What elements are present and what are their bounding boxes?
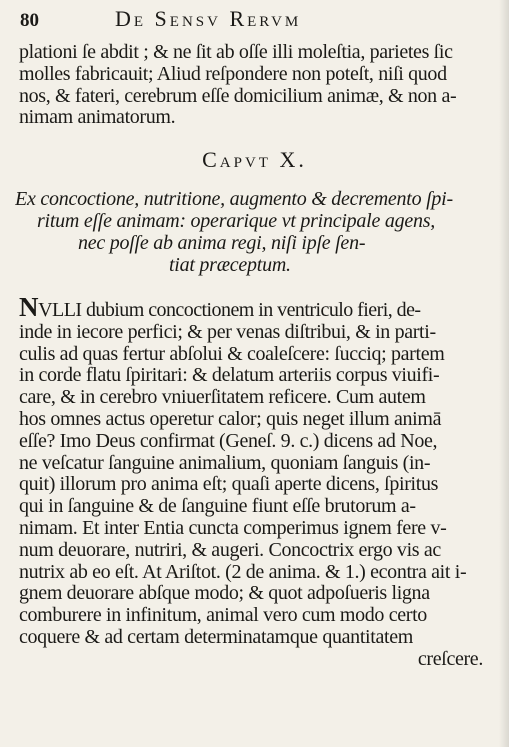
body-line: nutrix ab eo eſt. At Ariſtot. (2 de anima. & 1.) econtra ait i- — [19, 561, 467, 583]
body-line: in corde flatu ſpiritari: & delatum arteriis corpus viuifi- — [19, 365, 440, 387]
body-line: care, & in cerebro vniuerſitatem reficere. Cum autem — [19, 387, 426, 409]
text-line: molles fabricauit; Aliud reſpondere non poteſt, niſi quod — [19, 63, 447, 85]
body-line: gnem deuorare abſque modo; & quot adpoſueris ligna — [19, 583, 430, 605]
body-line: quit) illorum pro anima eſt; quaſi aperte dicens, ſpiritus — [19, 474, 439, 496]
body-line: ne veſcatur ſanguine animalium, quoniam ſanguis (in- — [19, 452, 431, 474]
summary-line: nec poſſe ab anima regi, niſi ipſe ſen- — [78, 232, 366, 254]
body-line: eſſe? Imo Deus confirmat (Geneſ. 9. c.) dicens ad Noe, — [19, 430, 438, 452]
last-body-line: creſcere. — [417, 648, 483, 670]
summary-line: tiat præceptum. — [169, 254, 291, 276]
chapter-body — [19, 297, 488, 671]
body-line: comburere in infinitum, animal vero cum modo certo — [19, 605, 427, 627]
drop-initial: N — [19, 297, 39, 322]
summary-line: ritum eſſe animam: operarique vt principale agens, — [37, 210, 435, 232]
body-line: num deuorare, nutriri, & augeri. Concoctrix ergo vis ac — [19, 539, 441, 561]
first-line-text: VLLI dubium concoctionem in ventriculo fieri, de- — [38, 299, 421, 321]
body-line: coquere & ad certam determinatamque quantitatem — [19, 626, 413, 648]
text-line: nimam animatorum. — [19, 107, 176, 129]
summary-line: Ex concoctione, nutritione, augmento & decremento ſpi- — [15, 188, 453, 210]
gutter-shadow — [499, 0, 509, 747]
body-line: qui in ſanguine & de ſanguine fiunt eſſe brutorum a- — [19, 496, 416, 518]
body-line: inde in iecore perfici; & per venas diſtribui, & in parti- — [19, 321, 436, 343]
body-line: nimam. Et inter Entia cuncta comperimus ignem fere v- — [19, 517, 447, 539]
text-line: plationi ſe abdit ; & ne ſit ab oſſe illi moleſtia, parietes ſic — [19, 42, 453, 63]
chapter-title: Capvt X. — [202, 147, 307, 172]
page-number: 80 — [20, 10, 39, 31]
text-line: nos, & fateri, cerebrum eſſe domicilium animæ, & non a- — [19, 85, 457, 107]
running-title: De Sensv Rervm — [115, 6, 302, 31]
running-head — [20, 4, 490, 36]
body-line: culis ad quas fertur abſolui & coaleſcere: ſucciq; partem — [19, 343, 445, 365]
chapter-summary — [15, 188, 490, 276]
body-line: hos omnes actus operetur calor; quis neget illum animā — [19, 408, 442, 430]
continued-paragraph — [19, 42, 484, 129]
first-body-line — [19, 297, 488, 322]
